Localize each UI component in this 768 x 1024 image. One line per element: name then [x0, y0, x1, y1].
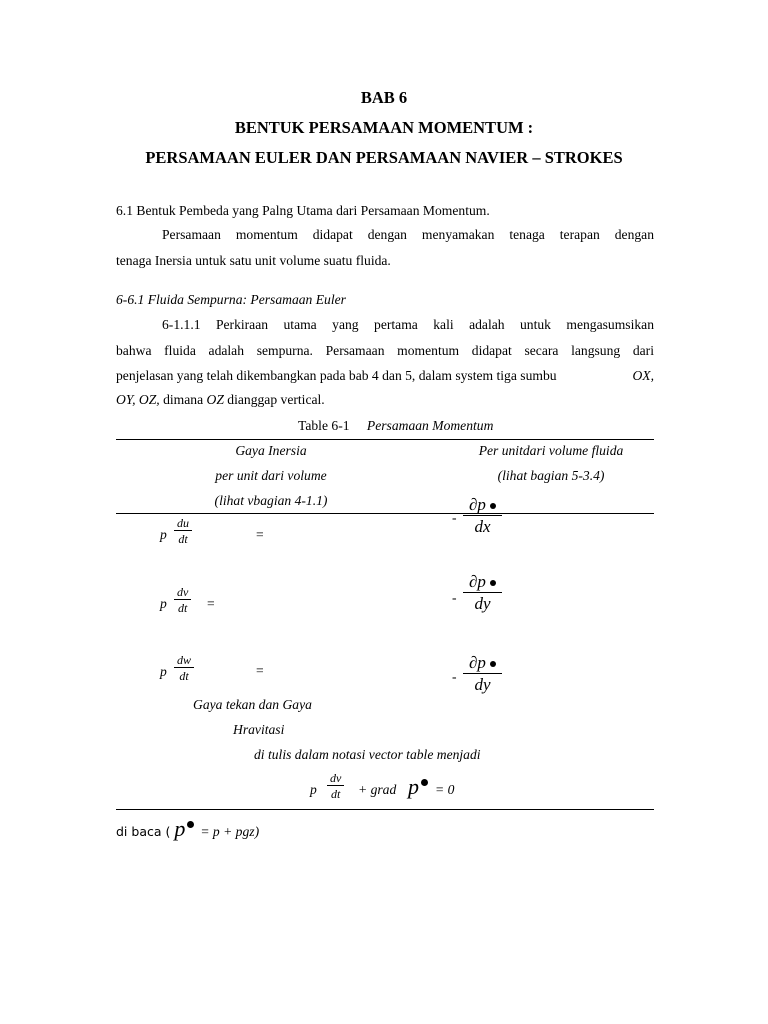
row3-bullet	[490, 661, 496, 667]
row2-minus: -	[452, 590, 457, 605]
row1-rhs-fraction	[463, 496, 502, 535]
col1-header-line3: (lihat vbagian 4-1.1)	[214, 493, 328, 508]
row3-equals: =	[256, 663, 264, 678]
axis-oy-oz: OY, OZ,	[116, 392, 160, 407]
subsection-line3-text: penjelasan yang telah dikembangkan pada bab 4 dan 5, dalam system tiga sumbu	[116, 368, 560, 383]
footer-prefix: di baca (	[116, 824, 175, 839]
note-line1: Gaya tekan dan Gaya	[193, 697, 312, 712]
table-bottom-rule	[116, 809, 654, 810]
col1-header-line2: per unit dari volume	[215, 468, 327, 483]
footer-line	[116, 816, 259, 842]
vector-fraction	[327, 772, 344, 800]
table-caption-title: Persamaan Momentum	[366, 418, 494, 433]
subsection-line2: bahwa fluida adalah sempurna. Persamaan momentum didapat secara langsung dari	[116, 343, 654, 358]
footer-p-letter: p	[174, 816, 186, 841]
axis-oz: OZ	[206, 392, 224, 407]
vector-p-star	[408, 774, 428, 800]
row3-rhs-fraction	[463, 654, 502, 693]
subsection-heading: 6-6.1 Fluida Sempurna: Persamaan Euler	[116, 292, 346, 307]
row2-rhs-fraction	[463, 573, 502, 612]
subsection-line4-mid: dimana	[159, 392, 207, 407]
vector-equals-zero: = 0	[435, 782, 455, 797]
note-line2: Hravitasi	[233, 722, 285, 737]
row3-rho: p	[160, 664, 167, 679]
row3-lhs-num: dw	[174, 654, 194, 668]
subsection-line4	[116, 392, 325, 408]
row2-bullet	[490, 580, 496, 586]
table-top-rule	[116, 439, 654, 440]
row2-equals: =	[207, 596, 215, 611]
row2-rhs-num: ∂p	[469, 572, 486, 591]
table-caption-number: Table 6-1	[298, 418, 350, 433]
row3-minus: -	[452, 669, 457, 684]
row1-rho: p	[160, 527, 167, 542]
axis-ox: OX,	[632, 368, 654, 383]
row1-rhs-den: dx	[474, 517, 491, 536]
col2-header-line2: (lihat bagian 5-3.4)	[497, 468, 605, 483]
subsection-line3	[116, 368, 654, 384]
row2-lhs-fraction	[174, 586, 191, 614]
row1-lhs-num: du	[174, 517, 192, 531]
row3-rhs-den: dy	[474, 675, 491, 694]
row2-lhs-num: dv	[174, 586, 191, 600]
row2-rhs-den: dy	[474, 594, 491, 613]
footer-expression: = p + pgz)	[200, 824, 260, 839]
section-heading: 6.1 Bentuk Pembeda yang Palng Utama dari Persamaan Momentum.	[116, 203, 490, 218]
subsection-line1: 6-1.1.1 Perkiraan utama yang pertama kali adalah untuk mengasumsikan	[162, 317, 654, 332]
row3-lhs-den: dt	[179, 669, 189, 683]
row1-bullet	[490, 503, 496, 509]
table-header-rule	[116, 513, 654, 514]
vector-den: dt	[330, 787, 341, 801]
row1-minus: -	[452, 510, 457, 525]
subsection-line4-end: dianggap vertical.	[223, 392, 325, 407]
row1-rhs-num: ∂p	[469, 495, 486, 514]
vector-grad: + grad	[358, 782, 397, 797]
footer-bullet	[187, 821, 194, 828]
table-caption	[298, 418, 493, 434]
row2-lhs-den: dt	[177, 601, 188, 615]
vector-rho: p	[310, 782, 317, 797]
chapter-title-line2: PERSAMAAN EULER DAN PERSAMAAN NAVIER – STROKES	[145, 148, 623, 167]
vector-num: dv	[327, 772, 344, 786]
row1-lhs-fraction	[174, 517, 192, 545]
row1-lhs-den: dt	[178, 532, 188, 546]
section-paragraph-line2: tenaga Inersia untuk satu unit volume suatu fluida.	[116, 253, 391, 268]
row3-rhs-num: ∂p	[469, 653, 486, 672]
chapter-number: BAB 6	[360, 88, 408, 107]
col2-header-line1: Per unitdari volume fluida	[478, 443, 624, 458]
chapter-title-line1: BENTUK PERSAMAAN MOMENTUM :	[234, 118, 534, 137]
row3-lhs-fraction	[174, 654, 194, 682]
vector-p-letter: p	[408, 774, 419, 799]
vector-bullet	[421, 779, 428, 786]
row1-equals: =	[256, 527, 264, 542]
section-paragraph-line1: Persamaan momentum didapat dengan menyamakan tenaga terapan dengan	[162, 227, 654, 242]
note-line3: di tulis dalam notasi vector table menjadi	[254, 747, 481, 762]
row2-rho: p	[160, 596, 167, 611]
col1-header-line1: Gaya Inersia	[235, 443, 307, 458]
